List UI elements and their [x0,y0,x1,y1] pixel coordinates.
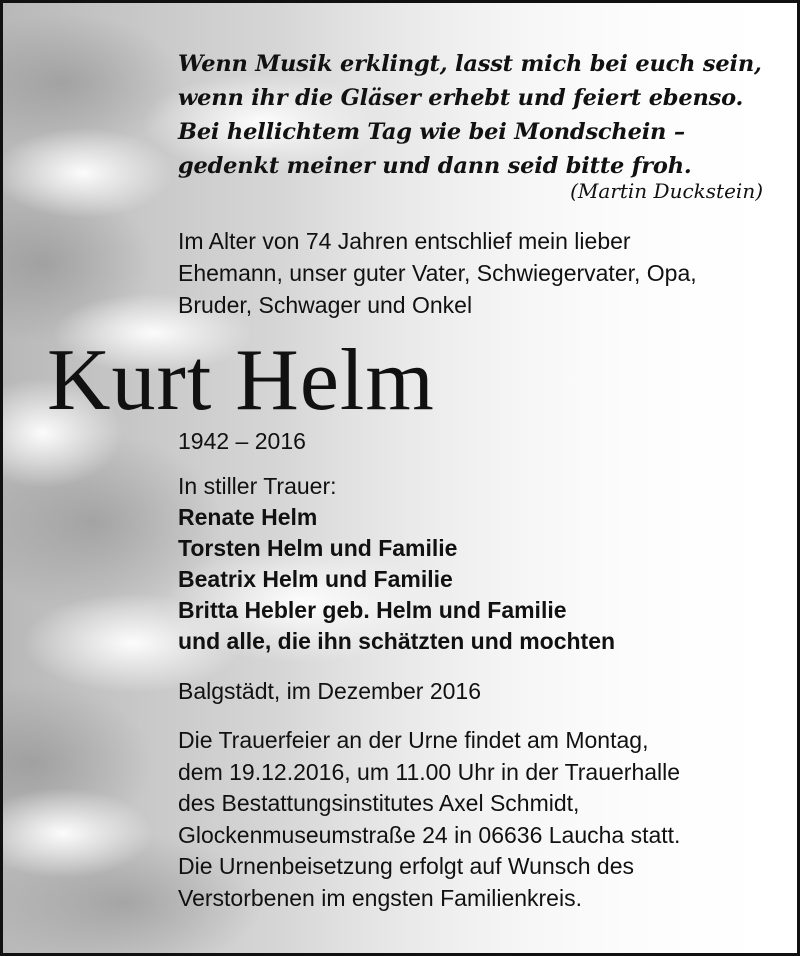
service-line: Verstorbenen im engsten Familienkreis. [178,884,582,911]
service-line: des Bestattungsinstitutes Axel Schmidt, [178,790,580,816]
funeral-service-info [178,725,778,914]
mourner-name: Torsten Helm und Familie [178,535,458,561]
mourners-block [178,471,615,657]
poem-line: gedenkt meiner und dann seid bitte froh. [178,153,692,179]
life-dates: 1942 – 2016 [178,428,306,454]
deceased-name: Kurt Helm [47,332,435,429]
service-line: Die Trauerfeier an der Urne findet am Montag, [178,727,649,753]
service-line: dem 19.12.2016, um 11.00 Uhr in der Trauerhalle [178,758,681,785]
poem-line: Wenn Musik erklingt, lasst mich bei euch sein, [178,51,762,77]
service-line: Glockenmuseumstraße 24 in 06636 Laucha statt. [178,821,681,848]
mourner-name: und alle, die ihn schätzten und mochten [178,628,616,654]
announcement-line: Bruder, Schwager und Onkel [178,292,473,318]
poem-line: Bei hellichtem Tag wie bei Mondschein – [178,119,685,145]
poem-author: (Martin Duckstein) [570,179,763,203]
mourner-name: Beatrix Helm und Familie [178,566,453,592]
mourner-name: Britta Hebler geb. Helm und Familie [178,597,567,623]
mourner-name: Renate Helm [178,504,318,530]
mourning-heading: In stiller Trauer: [178,473,337,499]
memorial-poem [178,47,762,183]
announcement-line: Im Alter von 74 Jahren entschlief mein lieber [178,228,631,254]
death-announcement [178,225,768,321]
obituary-content [3,3,800,956]
announcement-line: Ehemann, unser guter Vater, Schwiegervater, Opa, [178,260,697,286]
place-and-date: Balgstädt, im Dezember 2016 [178,678,481,704]
service-line: Die Urnenbeisetzung erfolgt auf Wunsch des [178,853,635,879]
poem-line: wenn ihr die Gläser erhebt und feiert ebenso. [178,85,744,111]
